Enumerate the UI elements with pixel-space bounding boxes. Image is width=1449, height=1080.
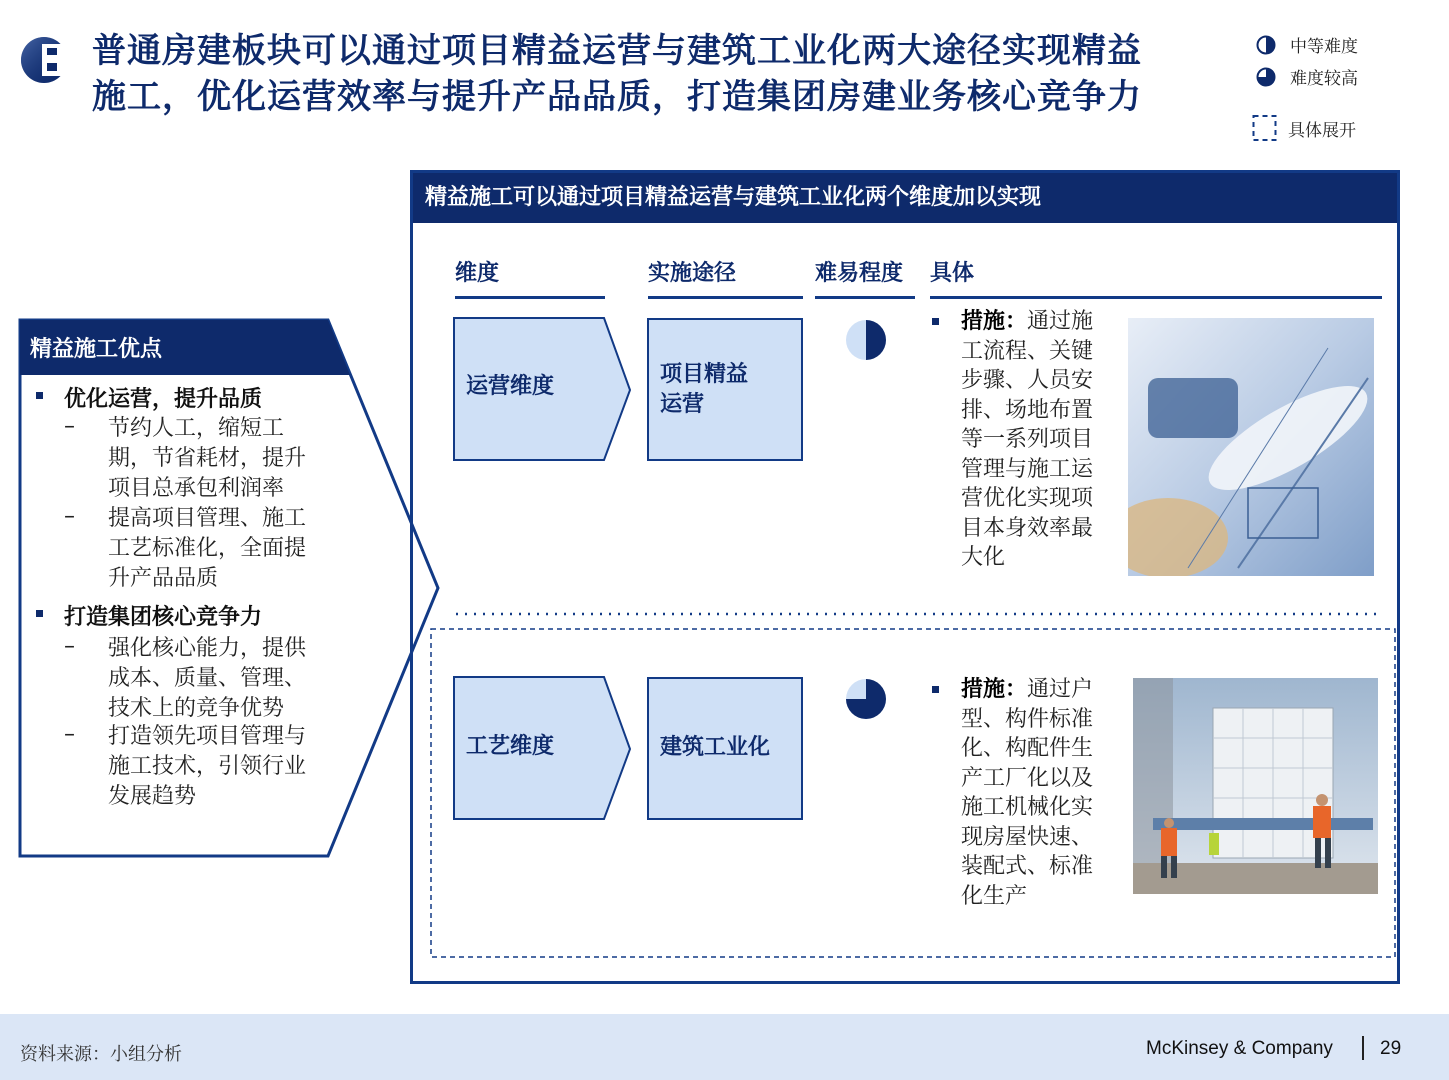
measure-lines bbox=[961, 675, 1111, 911]
line: 发展趋势 bbox=[108, 784, 197, 809]
line: 提高项目管理、施工 bbox=[108, 506, 307, 531]
page-title bbox=[92, 28, 1252, 120]
difficulty-three-quarter-icon bbox=[844, 677, 888, 721]
row-separator bbox=[456, 611, 1382, 617]
row1-measure bbox=[961, 307, 1111, 573]
measure-lines bbox=[961, 307, 1111, 573]
legend-expand bbox=[1252, 114, 1356, 142]
dash-icon: – bbox=[64, 634, 75, 659]
line: 运营 bbox=[660, 392, 705, 417]
row2-dimension: 工艺维度 bbox=[466, 734, 555, 759]
line: 打造领先项目管理与 bbox=[108, 724, 307, 749]
half-circle-icon bbox=[1256, 35, 1276, 55]
line: 技术上的竞争优势 bbox=[108, 696, 285, 721]
measure-line: 步骤、人员安 bbox=[961, 368, 1094, 393]
left-item-2-2 bbox=[108, 722, 306, 812]
row1-approach bbox=[660, 360, 748, 420]
title-line-1: 普通房建板块可以通过项目精益运营与建筑工业化两大途径实现精益 bbox=[92, 31, 1142, 71]
construction-photo bbox=[1133, 678, 1378, 894]
divider bbox=[815, 296, 915, 299]
line: 升产品品质 bbox=[108, 566, 219, 591]
measure-line: 大化 bbox=[961, 545, 1006, 570]
measure-line: 现房屋快速、 bbox=[961, 824, 1094, 850]
line: 工艺标准化，全面提 bbox=[108, 536, 307, 561]
line: 项目总承包利润率 bbox=[108, 476, 285, 501]
left-panel-title: 精益施工优点 bbox=[30, 337, 163, 362]
legend-high-label: 难度较高 bbox=[1290, 69, 1358, 89]
page-number: 29 bbox=[1380, 1038, 1402, 1059]
divider bbox=[930, 296, 1382, 299]
measure-line: 营优化实现项 bbox=[961, 486, 1094, 511]
row2-approach bbox=[660, 733, 770, 763]
legend-expand-label: 具体展开 bbox=[1288, 120, 1356, 141]
measure-line: 管理与施工运 bbox=[961, 456, 1094, 482]
column-header-dimension: 维度 bbox=[455, 261, 500, 286]
left-heading-2: 打造集团核心竞争力 bbox=[64, 605, 263, 630]
left-item-1-1 bbox=[108, 414, 306, 504]
measure-line: 产工厂化以及 bbox=[961, 765, 1094, 791]
divider bbox=[455, 296, 605, 299]
line: 建筑工业化 bbox=[660, 735, 771, 760]
measure-label: 措施： bbox=[961, 309, 1028, 334]
measure-line: 工流程、关键 bbox=[961, 338, 1094, 364]
legend-medium-label: 中等难度 bbox=[1290, 37, 1358, 57]
column-header-approach: 实施途径 bbox=[648, 261, 737, 286]
measure-line: 目本身效率最 bbox=[961, 515, 1094, 541]
blueprint-photo bbox=[1128, 318, 1374, 576]
measure-line: 措施：通过施 bbox=[961, 309, 1094, 334]
line: 期，节省耗材，提升 bbox=[108, 446, 307, 471]
company-logo-icon bbox=[20, 34, 72, 86]
three-quarter-circle-icon bbox=[1256, 67, 1276, 87]
measure-line: 等一系列项目 bbox=[961, 427, 1094, 452]
measure-line: 型、构件标准 bbox=[961, 706, 1094, 732]
row2-measure bbox=[961, 675, 1111, 911]
measure-line: 排、场地布置 bbox=[961, 397, 1094, 423]
dashed-box-icon bbox=[1252, 114, 1278, 142]
line: 强化核心能力，提供 bbox=[108, 636, 307, 661]
company-name: McKinsey & Company bbox=[1146, 1038, 1333, 1059]
bullet-icon bbox=[36, 610, 43, 617]
measure-line: 化、构配件生 bbox=[961, 736, 1094, 761]
measure-line: 施工机械化实 bbox=[961, 795, 1094, 820]
dash-icon: – bbox=[64, 504, 75, 529]
title-line-2: 施工，优化运营效率与提升产品品质，打造集团房建业务核心竞争力 bbox=[92, 77, 1142, 117]
column-header-detail: 具体 bbox=[930, 261, 975, 286]
left-item-1-2 bbox=[108, 504, 306, 594]
left-item-2-1 bbox=[108, 634, 306, 724]
bullet-icon bbox=[932, 318, 939, 325]
measure-line: 装配式、标准 bbox=[961, 854, 1094, 879]
left-heading-1: 优化运营，提升品质 bbox=[64, 387, 263, 412]
difficulty-half-icon bbox=[844, 318, 888, 362]
divider bbox=[1362, 1036, 1364, 1060]
line: 施工技术，引领行业 bbox=[108, 754, 307, 779]
legend-medium bbox=[1256, 32, 1358, 57]
dash-icon: – bbox=[64, 722, 75, 747]
measure-line: 化生产 bbox=[961, 883, 1028, 909]
main-panel-title: 精益施工可以通过项目精益运营与建筑工业化两个维度加以实现 bbox=[413, 173, 1397, 223]
bullet-icon bbox=[932, 686, 939, 693]
dash-icon: – bbox=[64, 414, 75, 439]
bullet-icon bbox=[36, 392, 43, 399]
measure-line: 措施：通过户 bbox=[961, 677, 1094, 702]
divider bbox=[648, 296, 803, 299]
legend-high bbox=[1256, 64, 1358, 89]
column-header-difficulty: 难易程度 bbox=[815, 261, 904, 286]
row1-dimension: 运营维度 bbox=[466, 374, 555, 399]
line: 节约人工，缩短工 bbox=[108, 416, 285, 441]
measure-label: 措施： bbox=[961, 677, 1028, 702]
source-note: 资料来源：小组分析 bbox=[20, 1044, 182, 1065]
line: 项目精益 bbox=[660, 362, 749, 387]
line: 成本、质量、管理、 bbox=[108, 666, 307, 691]
